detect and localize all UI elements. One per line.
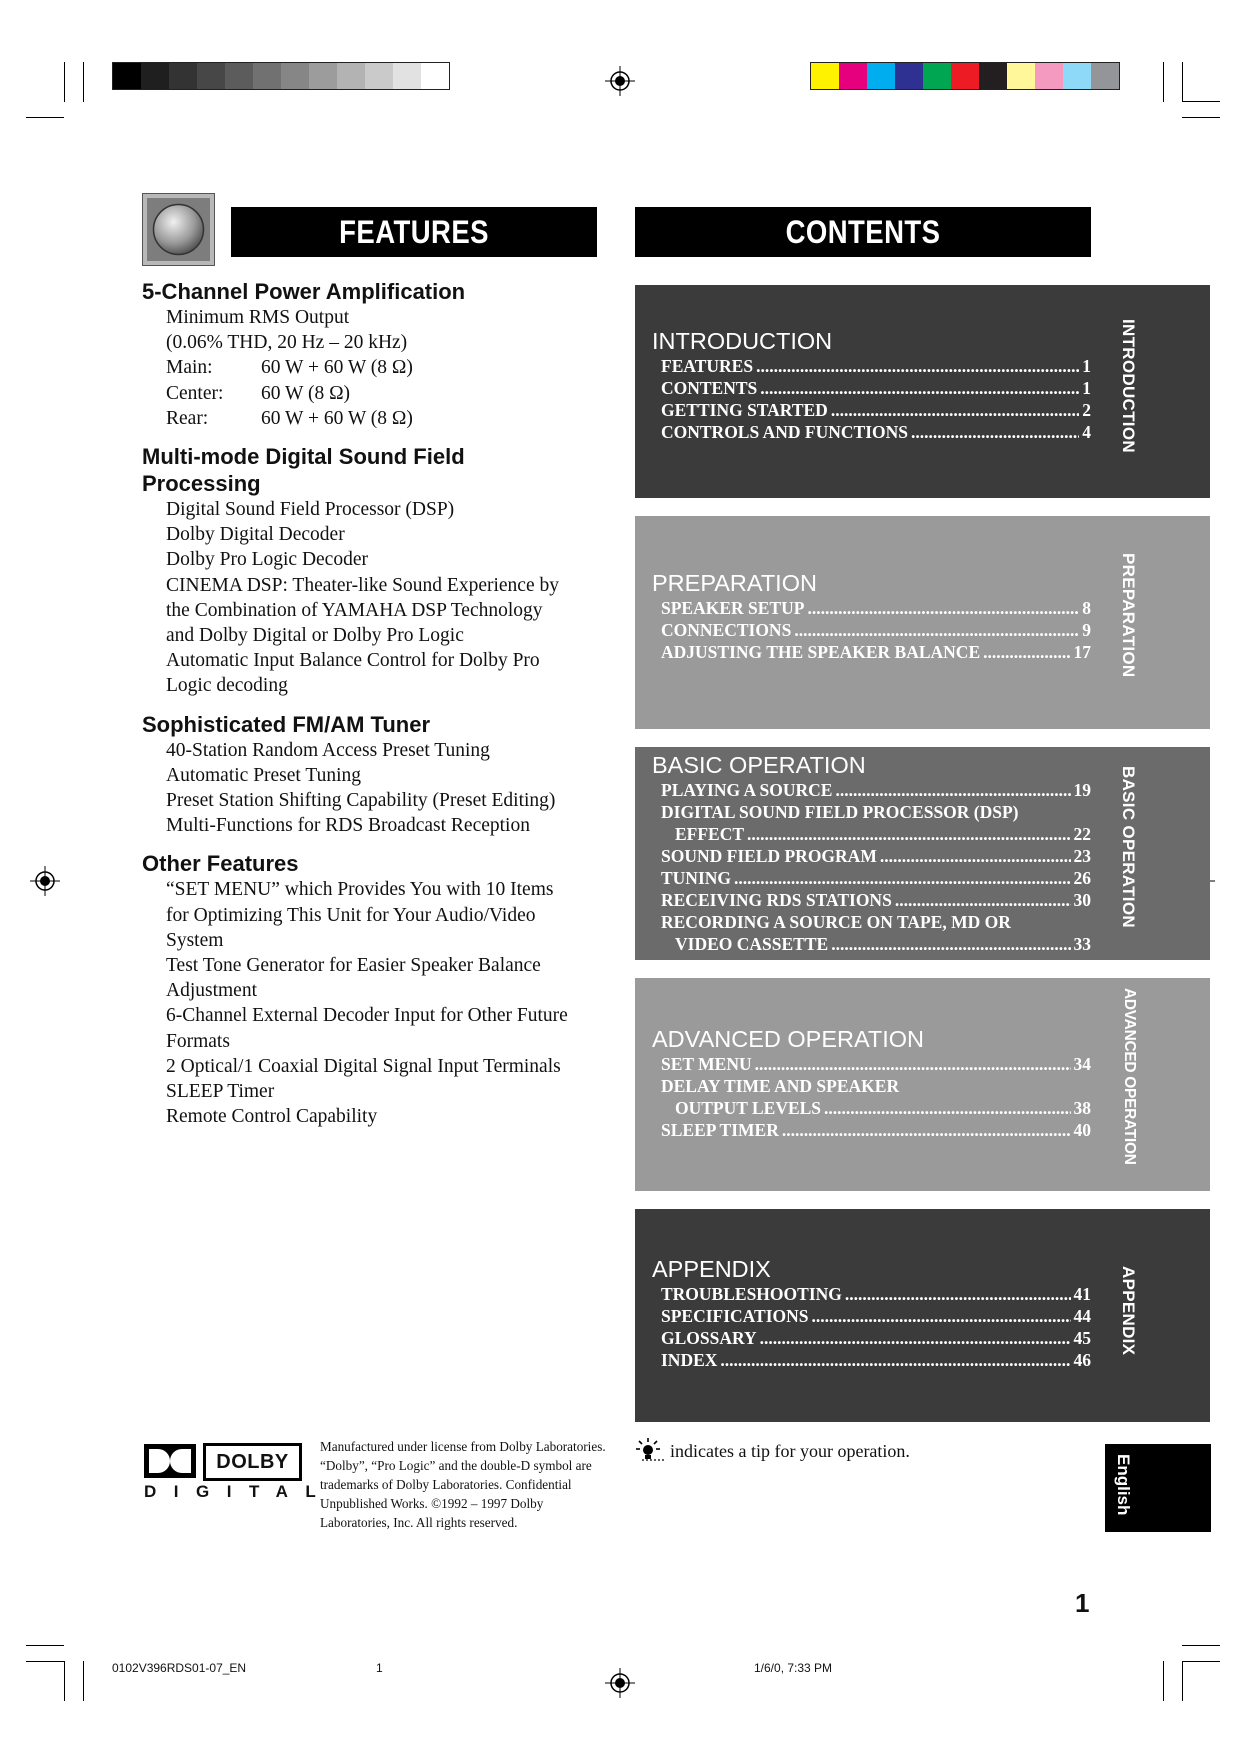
crop-mark: [26, 1661, 64, 1662]
crop-mark: [1182, 1645, 1220, 1646]
leader-dots: [880, 845, 1071, 867]
feature-line: “SET MENU” which Provides You with 10 Items: [166, 879, 554, 901]
leader-dots: [756, 355, 1079, 377]
feature-line: Automatic Input Balance Control for Dolby Pro: [166, 650, 540, 672]
toc-page: 41: [1073, 1284, 1091, 1304]
color-swatch: [1063, 63, 1091, 89]
section-title: INTRODUCTION: [652, 328, 833, 354]
language-tab: [1105, 1444, 1211, 1532]
section-title: BASIC OPERATION: [652, 752, 866, 778]
feature-line: Test Tone Generator for Easier Speaker Balance: [166, 955, 541, 977]
section-title: ADVANCED OPERATION: [652, 1026, 925, 1052]
toc-entry-text: CONTROLS AND FUNCTIONS: [661, 422, 908, 442]
toc-entry-text: SPEAKER SETUP: [661, 598, 805, 618]
toc-entry-text: SPECIFICATIONS: [661, 1306, 809, 1326]
feature-heading: 5-Channel Power Amplification: [142, 279, 466, 304]
color-swatch: [979, 63, 1007, 89]
spec-label: Center:: [166, 382, 224, 404]
toc-entry[interactable]: [661, 1349, 1091, 1371]
toc-entry[interactable]: [661, 801, 1091, 823]
toc-page: 9: [1082, 620, 1091, 640]
section-title: PREPARATION: [652, 570, 817, 596]
toc-page: 4: [1082, 422, 1091, 442]
toc-page: 46: [1073, 1350, 1091, 1370]
color-swatch: [225, 63, 253, 89]
toc-page: 40: [1073, 1120, 1091, 1140]
toc-entry-text: OUTPUT LEVELS: [675, 1098, 822, 1118]
toc-entry-text: EFFECT: [675, 824, 745, 844]
color-swatch: [365, 63, 393, 89]
crop-mark: [1182, 101, 1220, 102]
toc-entry-text: TUNING: [661, 868, 732, 888]
feature-line: for Optimizing This Unit for Your Audio/Video: [166, 904, 536, 926]
leader-dots: [760, 1327, 1071, 1349]
color-swatch: [169, 63, 197, 89]
color-swatch: [337, 63, 365, 89]
toc-entry-text: SLEEP TIMER: [661, 1120, 779, 1140]
leader-dots: [824, 1097, 1070, 1119]
contents-section-preparation: [635, 516, 1210, 729]
spec-label: Main:: [166, 357, 213, 379]
registration-mark-icon: [30, 866, 60, 896]
page-number: 1: [1075, 1588, 1090, 1618]
toc-page: 17: [1073, 642, 1091, 662]
side-tab: PREPARATION: [1119, 553, 1138, 678]
toc-entry-text: DELAY TIME AND SPEAKER: [661, 1076, 900, 1096]
toc-page: 19: [1073, 780, 1091, 800]
toc-entry[interactable]: [661, 845, 1091, 867]
toc-entry-text: TROUBLESHOOTING: [661, 1284, 842, 1304]
toc-entry[interactable]: [661, 1053, 1091, 1075]
color-swatch: [839, 63, 867, 89]
toc-entry[interactable]: [661, 377, 1091, 399]
leader-dots: [807, 597, 1079, 619]
leader-dots: [831, 933, 1070, 955]
side-tab: INTRODUCTION: [1119, 319, 1138, 453]
color-swatch: [867, 63, 895, 89]
toc-entry-text: CONNECTIONS: [661, 620, 792, 640]
color-swatch: [811, 63, 839, 89]
feature-line: and Dolby Digital or Dolby Pro Logic: [166, 625, 464, 647]
toc-entry-text: DIGITAL SOUND FIELD PROCESSOR (DSP): [661, 802, 1019, 822]
toc-entry-text: GETTING STARTED: [661, 400, 828, 420]
toc-entry[interactable]: [661, 399, 1091, 421]
section-title: APPENDIX: [652, 1256, 771, 1282]
leader-dots: [845, 1283, 1071, 1305]
feature-heading: Other Features: [142, 851, 299, 877]
feature-section: [142, 278, 612, 431]
feature-heading: Multi-mode Digital Sound Field Processing: [142, 444, 465, 497]
spec-label: Rear:: [166, 407, 209, 429]
color-swatch: [393, 63, 421, 89]
feature-heading: Sophisticated FM/AM Tuner: [142, 711, 431, 737]
leader-dots: [835, 779, 1070, 801]
toc-page: 26: [1073, 868, 1091, 888]
toc-page: 34: [1073, 1054, 1091, 1074]
tip-lightbulb-icon: [634, 1437, 668, 1463]
toc-page: 45: [1073, 1328, 1091, 1348]
toc-entry[interactable]: [661, 1097, 1091, 1119]
toc-entry-text: SOUND FIELD PROGRAM: [661, 846, 877, 866]
crop-mark: [1163, 1661, 1164, 1701]
crop-mark: [1163, 62, 1164, 102]
toc-entry[interactable]: [661, 911, 1091, 933]
toc-page: 8: [1082, 598, 1091, 618]
contents-section-introduction: [635, 285, 1210, 498]
color-swatch: [895, 63, 923, 89]
color-swatch: [1091, 63, 1119, 89]
dolby-digital-logo: [142, 1443, 334, 1503]
color-swatch: [951, 63, 979, 89]
feature-line: SLEEP Timer: [166, 1081, 275, 1103]
toc-entry-text: SET MENU: [661, 1054, 752, 1074]
toc-page: 44: [1073, 1306, 1091, 1326]
toc-page: 22: [1073, 824, 1091, 844]
footer-file-name: 0102V396RDS01-07_EN: [112, 1661, 247, 1675]
feature-line: Automatic Preset Tuning: [166, 764, 362, 786]
contents-section-advanced-operation: [635, 978, 1210, 1191]
color-bar: [810, 62, 1120, 90]
gray-scale-bar: [112, 62, 450, 90]
leader-dots: [755, 1053, 1071, 1075]
color-swatch: [253, 63, 281, 89]
toc-page: 1: [1082, 356, 1091, 376]
toc-entry-text: CONTENTS: [661, 378, 758, 398]
color-swatch: [113, 63, 141, 89]
contents-section-appendix: [635, 1209, 1210, 1422]
registration-mark-icon: [605, 66, 635, 96]
features-title: FEATURES: [231, 207, 597, 257]
color-swatch: [197, 63, 225, 89]
crop-mark: [1182, 1661, 1220, 1662]
toc-entry-text: RECEIVING RDS STATIONS: [661, 890, 892, 910]
toc-entry-text: INDEX: [661, 1350, 718, 1370]
toc-entry[interactable]: [661, 641, 1091, 663]
spec-value: 60 W + 60 W (8 Ω): [261, 357, 413, 379]
spec-value: 60 W (8 Ω): [261, 382, 351, 404]
color-swatch: [1007, 63, 1035, 89]
toc-entry[interactable]: [661, 1283, 1091, 1305]
feature-line: (0.06% THD, 20 Hz – 20 kHz): [166, 332, 408, 354]
toc-entry[interactable]: [661, 1327, 1091, 1349]
tip-legend: [670, 1441, 910, 1462]
leader-dots: [812, 1305, 1071, 1327]
dolby-word: DOLBY: [203, 1443, 302, 1481]
double-d-icon: [144, 1444, 196, 1478]
contents-section-basic-operation: [635, 747, 1210, 960]
spec-value: 60 W + 60 W (8 Ω): [261, 407, 413, 429]
toc-entry[interactable]: [661, 421, 1091, 443]
footer-page: 1: [376, 1661, 383, 1675]
feature-section: [142, 443, 612, 699]
crop-mark: [83, 62, 84, 102]
feature-line: Multi-Functions for RDS Broadcast Reception: [166, 815, 530, 837]
digital-word: DIGITAL: [144, 1482, 334, 1501]
features-list: [142, 278, 612, 1141]
feature-icon: [142, 193, 215, 266]
leader-dots: [760, 377, 1079, 399]
leader-dots: [794, 619, 1079, 641]
toc-entry-text: FEATURES: [661, 356, 754, 376]
feature-line: 2 Optical/1 Coaxial Digital Signal Input Terminals: [166, 1055, 561, 1077]
toc-entry-text: GLOSSARY: [661, 1328, 757, 1348]
feature-line: CINEMA DSP: Theater-like Sound Experience by: [166, 574, 559, 596]
feature-line: 6-Channel External Decoder Input for Other Future: [166, 1005, 568, 1027]
toc-page: 33: [1073, 934, 1091, 954]
feature-line: System: [166, 929, 224, 951]
feature-line: Adjustment: [166, 980, 257, 1002]
side-tab: BASIC OPERATION: [1119, 766, 1138, 928]
crop-mark: [1182, 62, 1183, 102]
color-swatch: [281, 63, 309, 89]
leader-dots: [747, 823, 1070, 845]
leader-dots: [782, 1119, 1071, 1141]
toc-page: 1: [1082, 378, 1091, 398]
feature-line: Dolby Pro Logic Decoder: [166, 549, 368, 571]
feature-line: Dolby Digital Decoder: [166, 524, 345, 546]
leader-dots: [983, 641, 1070, 663]
feature-line: 40-Station Random Access Preset Tuning: [166, 739, 490, 761]
color-swatch: [309, 63, 337, 89]
crop-mark: [1182, 117, 1220, 118]
toc-entry[interactable]: [661, 1119, 1091, 1141]
toc-entry[interactable]: [661, 823, 1091, 845]
spec-row: [166, 406, 612, 431]
contents-title: CONTENTS: [635, 207, 1091, 257]
feature-section: [142, 850, 612, 1129]
toc-entry[interactable]: [661, 889, 1091, 911]
crop-mark: [1182, 1661, 1183, 1701]
leader-dots: [911, 421, 1079, 443]
registration-mark-icon: [605, 1668, 635, 1698]
feature-section: [142, 711, 612, 839]
feature-line: Remote Control Capability: [166, 1106, 378, 1128]
crop-mark: [83, 1661, 84, 1701]
leader-dots: [720, 1349, 1070, 1371]
feature-line: Logic decoding: [166, 675, 288, 697]
leader-dots: [895, 889, 1071, 911]
toc-entry[interactable]: [661, 933, 1091, 955]
toc-entry-text: RECORDING A SOURCE ON TAPE, MD OR: [661, 912, 1011, 932]
toc-entry[interactable]: [661, 355, 1091, 377]
toc-entry-text: PLAYING A SOURCE: [661, 780, 833, 800]
toc-entry[interactable]: [661, 1305, 1091, 1327]
spec-row: [166, 381, 612, 406]
tip-text: indicates a tip for your operation.: [670, 1441, 910, 1461]
feature-line: Preset Station Shifting Capability (Preset Editing): [166, 790, 556, 812]
crop-mark: [64, 62, 65, 102]
toc-entry[interactable]: [661, 867, 1091, 889]
side-tab: APPENDIX: [1119, 1266, 1138, 1356]
color-swatch: [923, 63, 951, 89]
toc-entry[interactable]: [661, 779, 1091, 801]
toc-entry-text: VIDEO CASSETTE: [675, 934, 829, 954]
toc-entry[interactable]: [661, 597, 1091, 619]
toc-entry[interactable]: [661, 619, 1091, 641]
toc-entry[interactable]: [661, 1075, 1091, 1097]
crop-mark: [64, 1661, 65, 1701]
toc-page: 2: [1082, 400, 1091, 420]
crop-mark: [26, 1645, 64, 1646]
toc-page: 38: [1073, 1098, 1091, 1118]
feature-line: the Combination of YAMAHA DSP Technology: [166, 599, 543, 621]
leader-dots: [734, 867, 1070, 889]
spec-row: [166, 355, 612, 380]
language-label: English: [1114, 1454, 1133, 1516]
crop-mark: [26, 117, 64, 118]
toc-entry-text: ADJUSTING THE SPEAKER BALANCE: [661, 642, 981, 662]
color-swatch: [141, 63, 169, 89]
toc-page: 30: [1073, 890, 1091, 910]
feature-line: Minimum RMS Output: [166, 307, 350, 328]
feature-line: Formats: [166, 1030, 230, 1052]
color-swatch: [1035, 63, 1063, 89]
toc-page: 23: [1073, 846, 1091, 866]
leader-dots: [831, 399, 1079, 421]
feature-line: Digital Sound Field Processor (DSP): [166, 499, 455, 521]
color-swatch: [421, 63, 449, 89]
footer-datetime: 1/6/0, 7:33 PM: [754, 1661, 833, 1675]
side-tab: ADVANCED OPERATION: [1121, 988, 1138, 1165]
dolby-license-note: Manufactured under license from Dolby Laboratories. “Dolby”, “Pro Logic” and the double-D symbol are trademarks of Dolby Laboratories. Confidential Unpublished Works. ©1992 – 1997 Dolby Laboratories, Inc. All rights reserved.: [320, 1439, 606, 1530]
